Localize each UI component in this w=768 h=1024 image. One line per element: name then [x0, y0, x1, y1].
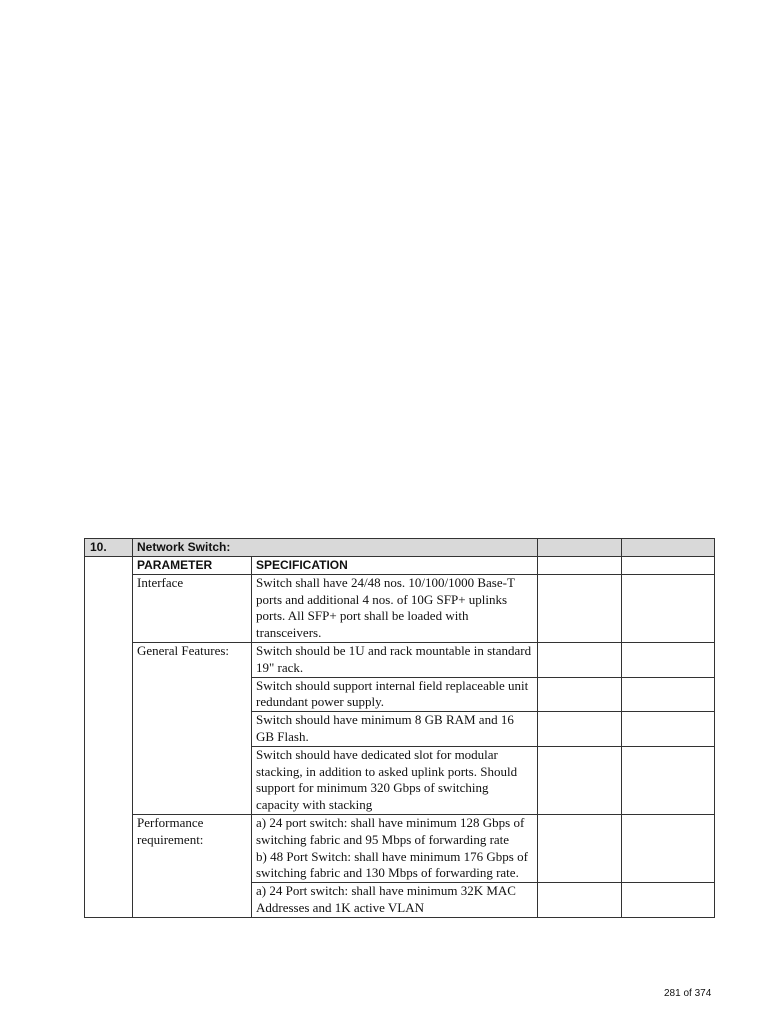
column-header-specification: SPECIFICATION — [252, 557, 538, 575]
empty-cell — [622, 814, 715, 882]
network-switch-spec-table — [84, 538, 715, 918]
spec-cell: Switch should support internal field replaceable unit redundant power supply. — [252, 677, 538, 712]
empty-cell — [538, 883, 622, 918]
empty-cell — [622, 883, 715, 918]
empty-cell — [622, 642, 715, 677]
empty-cell — [538, 677, 622, 712]
empty-cell — [622, 746, 715, 814]
spec-cell: Switch should have dedicated slot for modular stacking, in addition to asked uplink ports. Should support for minimum 320 Gbps of switching capacity with stacking — [252, 746, 538, 814]
column-header-parameter: PARAMETER — [133, 557, 252, 575]
empty-cell — [538, 712, 622, 747]
empty-cell — [538, 557, 622, 575]
table-row — [85, 814, 715, 882]
spec-cell — [252, 814, 538, 882]
page-number: 281 of 374 — [664, 988, 712, 999]
empty-cell — [622, 712, 715, 747]
empty-cell — [622, 574, 715, 642]
empty-cell — [622, 677, 715, 712]
section-header-row — [85, 539, 715, 557]
spec-cell: Switch should be 1U and rack mountable in standard 19" rack. — [252, 642, 538, 677]
spec-line: b) 48 Port Switch: shall have minimum 176 Gbps of switching fabric and 130 Mbps of forwarding rate. — [256, 848, 528, 881]
parameter-cell: General Features: — [133, 642, 252, 814]
parameter-cell: Performance requirement: — [133, 814, 252, 917]
empty-cell — [538, 814, 622, 882]
parameter-cell: Interface — [133, 574, 252, 642]
spec-cell: a) 24 Port switch: shall have minimum 32K MAC Addresses and 1K active VLAN — [252, 883, 538, 918]
spec-cell: Switch shall have 24/48 nos. 10/100/1000 Base-T ports and additional 4 nos. of 10G SFP+ uplinks ports. All SFP+ port shall be loaded with transceivers. — [252, 574, 538, 642]
empty-number-cell — [85, 557, 133, 918]
empty-cell — [538, 574, 622, 642]
table-row — [85, 574, 715, 642]
table-row — [85, 642, 715, 677]
empty-cell — [622, 557, 715, 575]
column-header-row — [85, 557, 715, 575]
spec-line: a) 24 port switch: shall have minimum 128 Gbps of switching fabric and 95 Mbps of forwarding rate — [256, 814, 525, 847]
empty-cell — [538, 539, 622, 557]
spec-cell: Switch should have minimum 8 GB RAM and 16 GB Flash. — [252, 712, 538, 747]
section-number: 10. — [85, 539, 133, 557]
empty-cell — [538, 746, 622, 814]
empty-cell — [538, 642, 622, 677]
section-title: Network Switch: — [133, 539, 538, 557]
empty-cell — [622, 539, 715, 557]
